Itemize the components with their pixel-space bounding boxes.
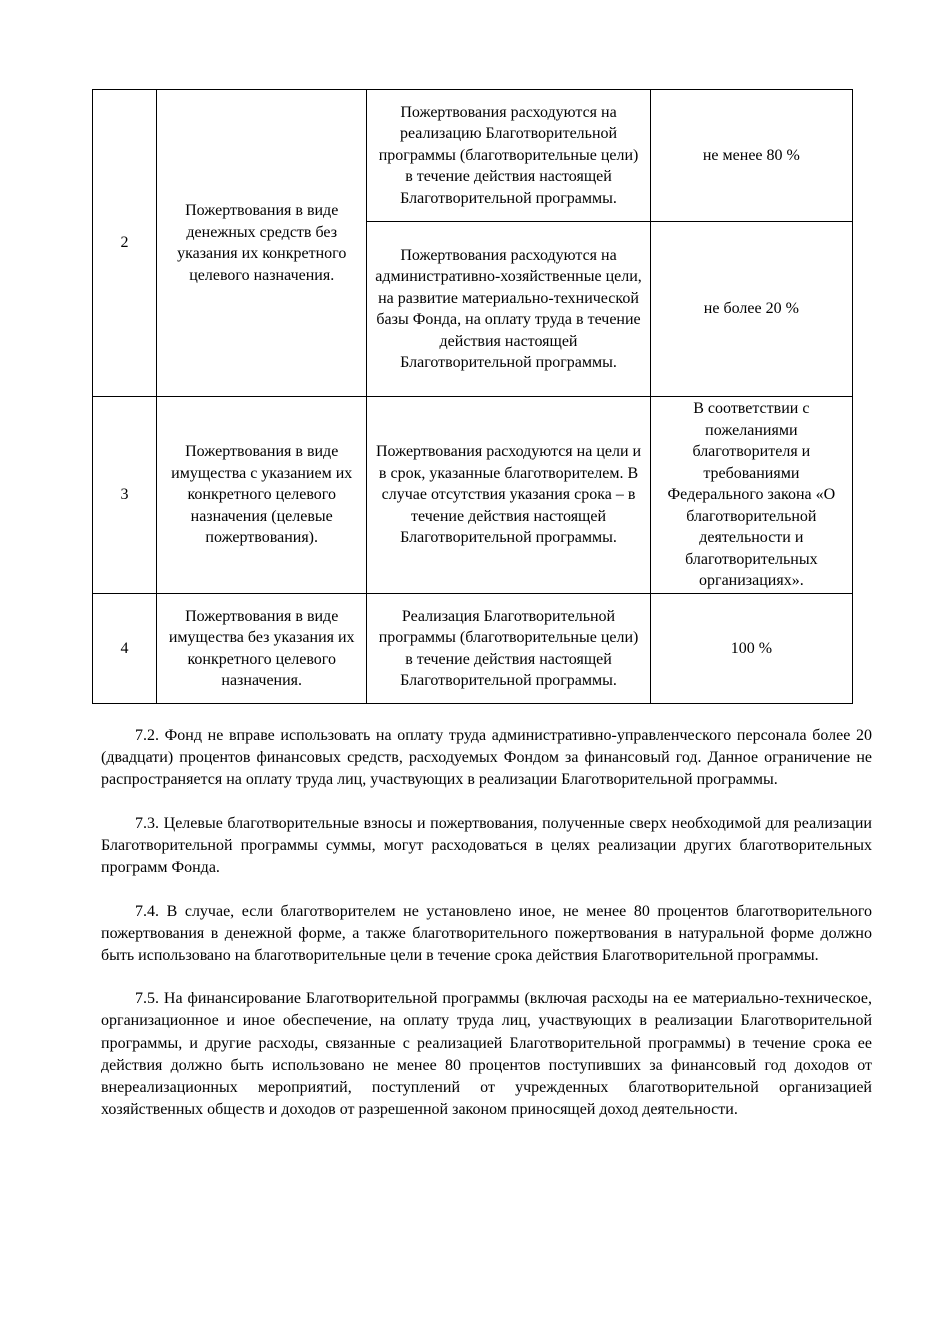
donation-type-cell: Пожертвования в виде имущества с указанием их конкретного целевого назначения (целевые пожертвования). <box>157 397 367 594</box>
table-row <box>93 90 853 222</box>
body-text <box>101 725 872 1142</box>
donation-type-cell: Пожертвования в виде имущества без указания их конкретного целевого назначения. <box>157 594 367 704</box>
paragraph-7-4: 7.4. В случае, если благотворителем не установлено иное, не менее 80 процентов благотворительного пожертвования в денежной форме, а также благотворительного пожертвования в натуральной форме должно быть использовано на благотворительные цели в течение срока действия Благотворительной программы. <box>101 902 872 964</box>
paragraph-7-3: 7.3. Целевые благотворительные взносы и пожертвования, полученные сверх необходимой для реализации Благотворительной программы суммы, могут расходоваться в целях реализации других благотворительных программ Фонда. <box>101 814 872 876</box>
share-cell: В соответствии с пожеланиями благотворителя и требованиями Федерального закона «О благотворительной деятельности и благотворительных организациях». <box>650 397 852 594</box>
donations-table <box>92 89 853 704</box>
row-number: 4 <box>93 594 157 704</box>
share-cell: не более 20 % <box>650 222 852 397</box>
usage-cell: Реализация Благотворительной программы (благотворительные цели) в течение действия настоящей Благотворительной программы. <box>367 594 650 704</box>
share-cell: 100 % <box>650 594 852 704</box>
usage-cell: Пожертвования расходуются на реализацию Благотворительной программы (благотворительные цели) в течение действия настоящей Благотворительной программы. <box>367 90 650 222</box>
table-row <box>93 397 853 594</box>
usage-cell: Пожертвования расходуются на цели и в срок, указанные благотворителем. В случае отсутствия указания срока – в течение действия настоящей Благотворительной программы. <box>367 397 650 594</box>
donation-type-cell: Пожертвования в виде денежных средств без указания их конкретного целевого назначения. <box>157 90 367 397</box>
row-number: 3 <box>93 397 157 594</box>
table-row <box>93 594 853 704</box>
share-cell: не менее 80 % <box>650 90 852 222</box>
paragraph-7-5: 7.5. На финансирование Благотворительной программы (включая расходы на ее материально-техническое, организационное и иное обеспечение, на оплату труда лиц, участвующих в реализации Благотворительной программы, и другие расходы, связанные с реализацией Благотворительной программы) в течение срока ее действия должно быть использовано не менее 80 процентов поступивших за финансовый год доходов от внереализационных мероприятий, поступлений от учрежденных благотворительной организацией хозяйственных обществ и доходов от разрешенной законом приносящей доход деятельности. <box>101 990 872 1118</box>
row-number: 2 <box>93 90 157 397</box>
usage-cell: Пожертвования расходуются на административно-хозяйственные цели, на развитие материально-технической базы Фонда, на оплату труда в течение действия настоящей Благотворительной программы. <box>367 222 650 397</box>
paragraph-7-2: 7.2. Фонд не вправе использовать на оплату труда административно-управленческого персонала более 20 (двадцати) процентов финансовых средств, расходуемых Фондом за финансовый год. Данное ограничение не распространяется на оплату труда лиц, участвующих в реализации Благотворительной программы. <box>101 727 872 789</box>
